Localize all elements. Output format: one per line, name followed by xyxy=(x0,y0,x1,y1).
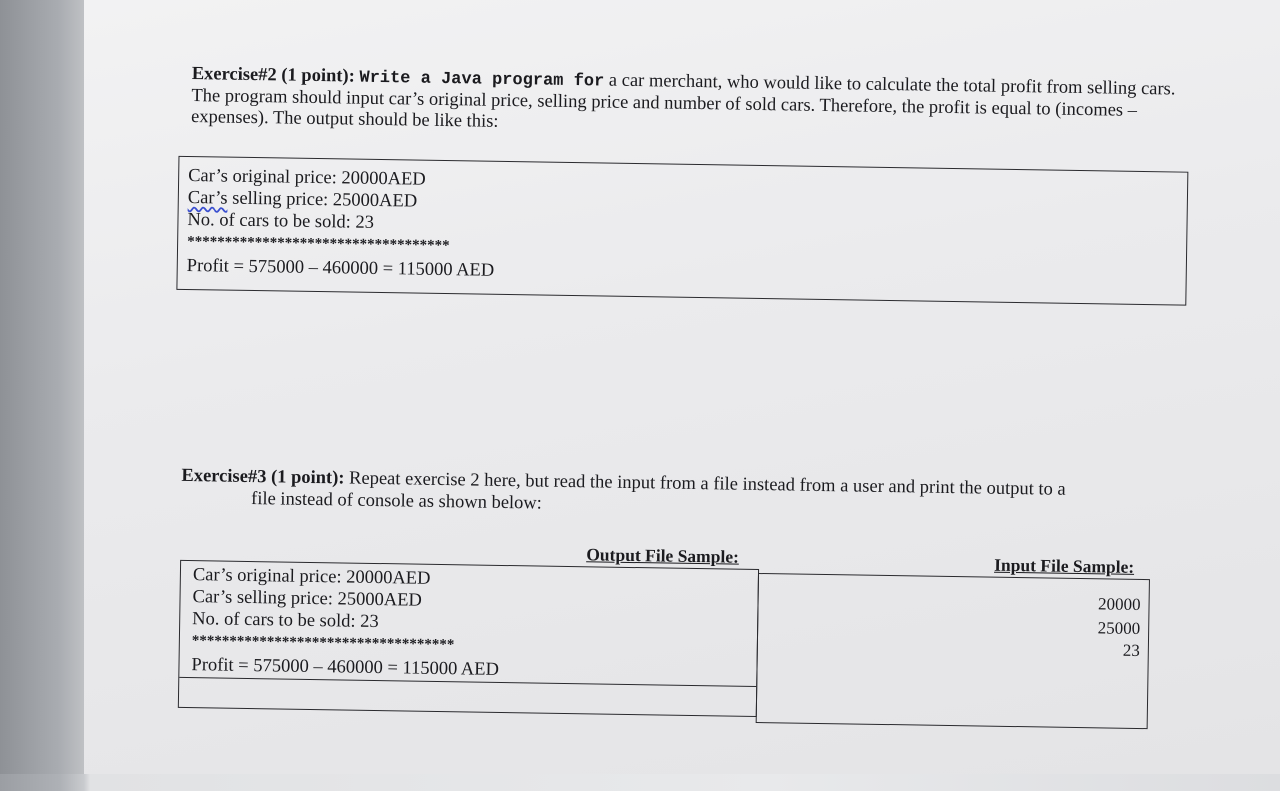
input-file-sample-box xyxy=(756,573,1150,729)
exercise2-text: a car merchant, who would like to calculate the total profit from selling cars. The program should input car’s original price, selling price and number of sold cars. Therefore, the profit is equal to (incomes – expenses). The output should be like this: xyxy=(190,70,1176,132)
ex2-cars-sold: No. of cars to be sold: 23 xyxy=(187,209,375,233)
exercise2-bold-text: Write a Java program for xyxy=(359,68,605,92)
output-file-sample-text: Output File Sample: xyxy=(586,544,740,567)
exercise3-title: Exercise#3 (1 point): xyxy=(181,465,345,489)
exercise3-text-line1: Repeat exercise 2 here, but read the input from a file instead from a user and print the output to a xyxy=(344,468,1066,500)
ex3-cars-sold: No. of cars to be sold: 23 xyxy=(192,609,379,633)
exercise2-paragraph xyxy=(191,64,1187,144)
ex3-stars-separator: *********************************** xyxy=(191,633,455,654)
ex3-original-price: Car’s original price: 20000AED xyxy=(192,565,431,589)
input-value-original-price: 20000 xyxy=(1097,594,1141,614)
ex2-original-price: Car’s original price: 20000AED xyxy=(188,165,426,190)
ex3-selling-price: Car’s selling price: 25000AED xyxy=(192,587,423,611)
exercise2-output-box xyxy=(176,156,1188,306)
input-value-cars-sold: 23 xyxy=(1122,640,1140,660)
output-file-sample-box xyxy=(178,560,759,717)
exercise2-title: Exercise#2 (1 point): xyxy=(191,64,355,87)
input-file-sample-label xyxy=(994,555,1134,578)
ex2-profit: Profit = 575000 – 460000 = 115000 AED xyxy=(186,255,495,281)
input-value-selling-price: 25000 xyxy=(1097,618,1141,638)
ex2-selling-price-text: selling price: 25000AED xyxy=(227,188,418,212)
ex3-profit: Profit = 575000 – 460000 = 115000 AED xyxy=(191,655,500,680)
ex2-spellcheck-word: Car’s xyxy=(187,187,228,209)
input-file-sample-text: Input File Sample: xyxy=(994,554,1135,577)
output-file-sample-label xyxy=(586,544,739,567)
exercise3-text-line2: file instead of console as shown below: xyxy=(250,489,543,514)
ex2-stars-separator: *********************************** xyxy=(187,233,450,255)
